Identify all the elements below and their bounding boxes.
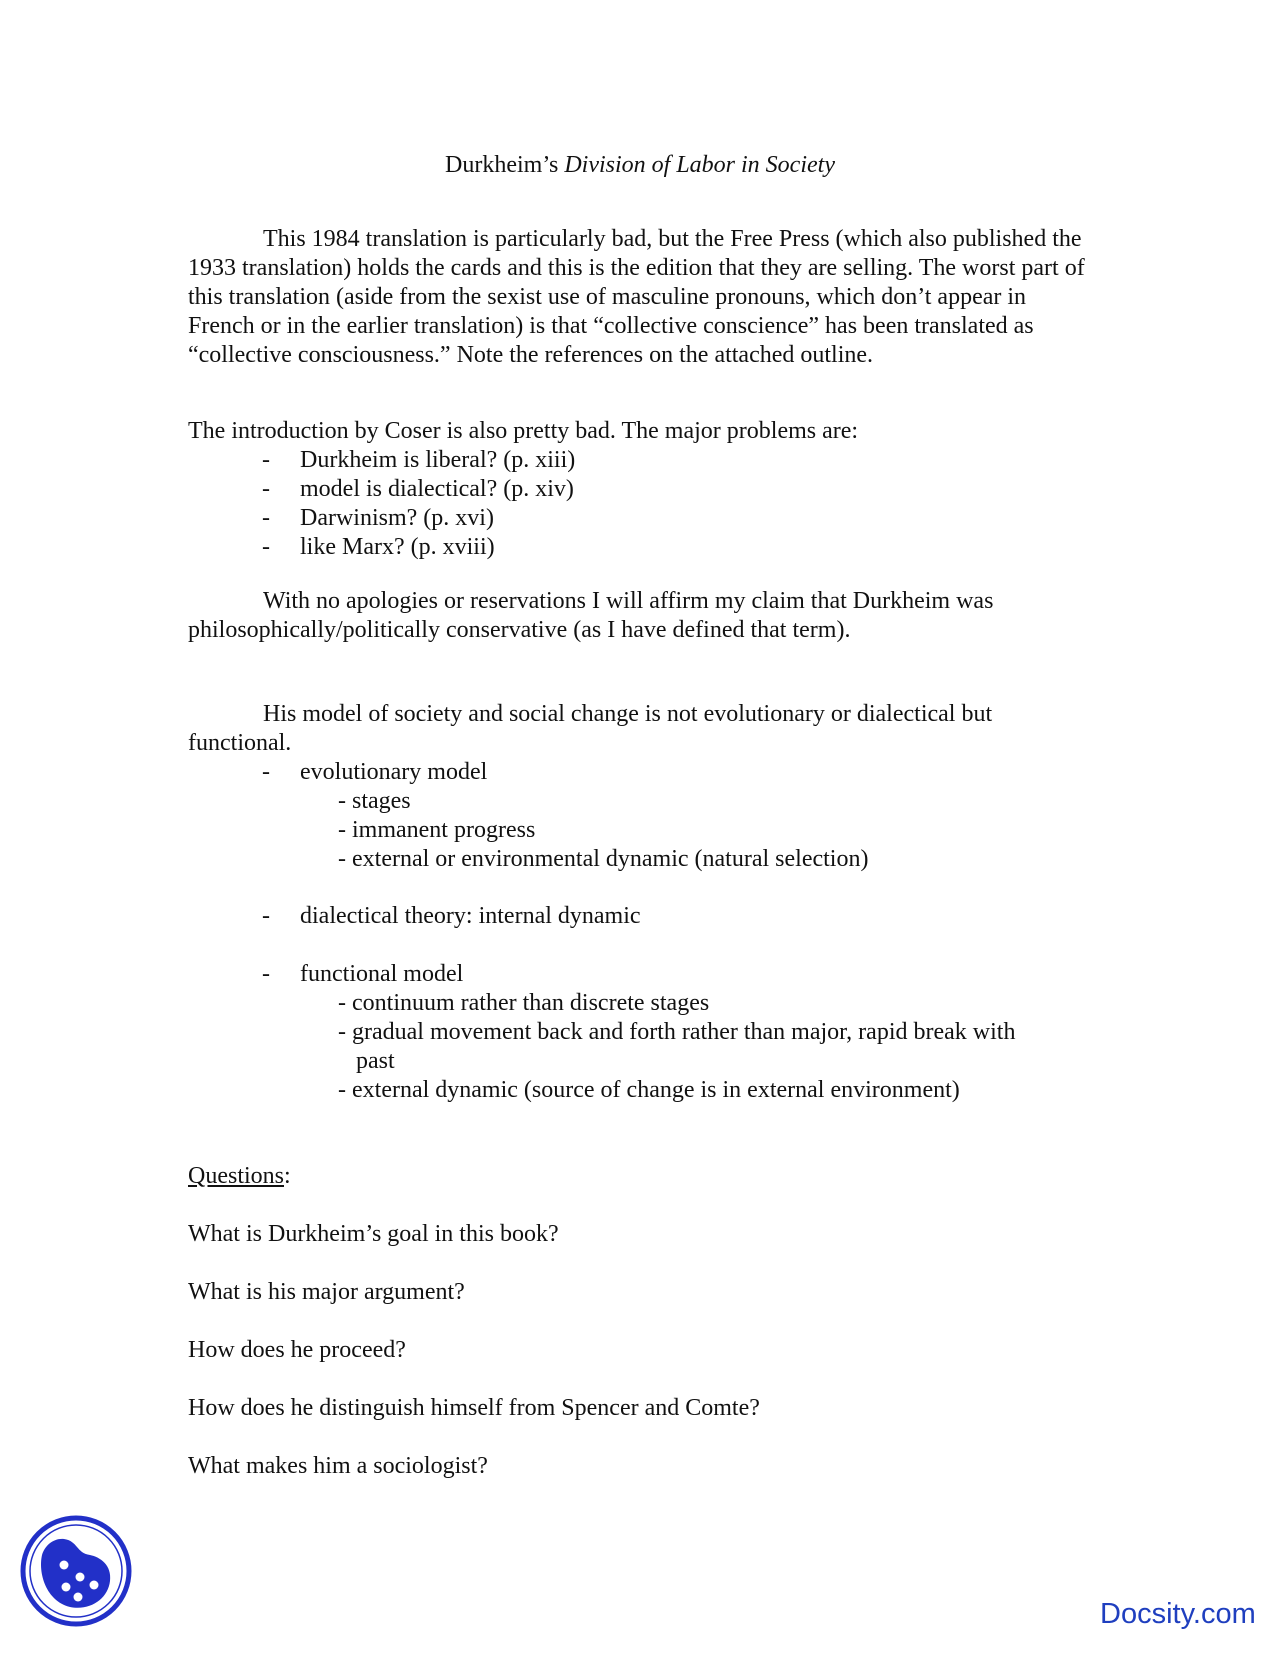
- question-item: What is Durkheim’s goal in this book?: [188, 1221, 559, 1247]
- question-item: How does he distinguish himself from Spencer and Comte?: [188, 1395, 760, 1421]
- title-book-name: Division of Labor in Society: [564, 152, 835, 178]
- evolutionary-item: - external or environmental dynamic (natural selection): [338, 846, 869, 872]
- functional-item: - external dynamic (source of change is in external environment): [338, 1077, 960, 1103]
- questions-label: Questions: [188, 1163, 284, 1189]
- bullet-dash: -: [262, 961, 270, 987]
- evolutionary-item: - immanent progress: [338, 817, 536, 843]
- bullet-dash: -: [262, 476, 270, 502]
- functional-item: - continuum rather than discrete stages: [338, 990, 710, 1016]
- functional-item: - gradual movement back and forth rather than major, rapid break with: [338, 1019, 1016, 1045]
- question-item: How does he proceed?: [188, 1337, 406, 1363]
- evolutionary-heading: evolutionary model: [300, 759, 488, 785]
- functional-item-continued: past: [356, 1048, 395, 1074]
- title-prefix: Durkheim’s: [445, 152, 565, 178]
- problem-item: model is dialectical? (p. xiv): [300, 476, 574, 502]
- bullet-dash: -: [262, 759, 270, 785]
- question-item: What is his major argument?: [188, 1279, 465, 1305]
- dialectical-heading: dialectical theory: internal dynamic: [300, 903, 641, 929]
- evolutionary-item: - stages: [338, 788, 411, 814]
- questions-colon: :: [284, 1163, 291, 1189]
- docsity-logo-icon[interactable]: [20, 1515, 132, 1627]
- functional-heading: functional model: [300, 961, 464, 987]
- document-title: [0, 150, 1280, 180]
- docsity-brand-link[interactable]: Docsity.com: [1100, 1598, 1256, 1630]
- paragraph-translation: This 1984 translation is particularly bad, but the Free Press (which also published the 1933 translation) holds the cards and this is the edition that they are selling. The worst part of this translation (aside from the sexist use of masculine pronouns, which don’t appear in French or in the earlier translation) is that “collective conscience” has been translated as “collective consciousness.” Note the references on the attached outline.: [188, 226, 1085, 368]
- questions-heading: [188, 1162, 291, 1191]
- bullet-dash: -: [262, 534, 270, 560]
- problem-item: like Marx? (p. xviii): [300, 534, 495, 560]
- bullet-dash: -: [262, 505, 270, 531]
- bullet-dash: -: [262, 447, 270, 473]
- question-item: What makes him a sociologist?: [188, 1453, 488, 1479]
- paragraph-conservative: With no apologies or reservations I will affirm my claim that Durkheim was philosophically/politically conservative (as I have defined that term).: [188, 588, 994, 643]
- bullet-dash: -: [262, 903, 270, 929]
- intro-line: The introduction by Coser is also pretty bad. The major problems are:: [188, 418, 859, 444]
- problem-item: Darwinism? (p. xvi): [300, 505, 494, 531]
- problem-item: Durkheim is liberal? (p. xiii): [300, 447, 576, 473]
- paragraph-model: His model of society and social change is not evolutionary or dialectical but functional.: [188, 701, 993, 756]
